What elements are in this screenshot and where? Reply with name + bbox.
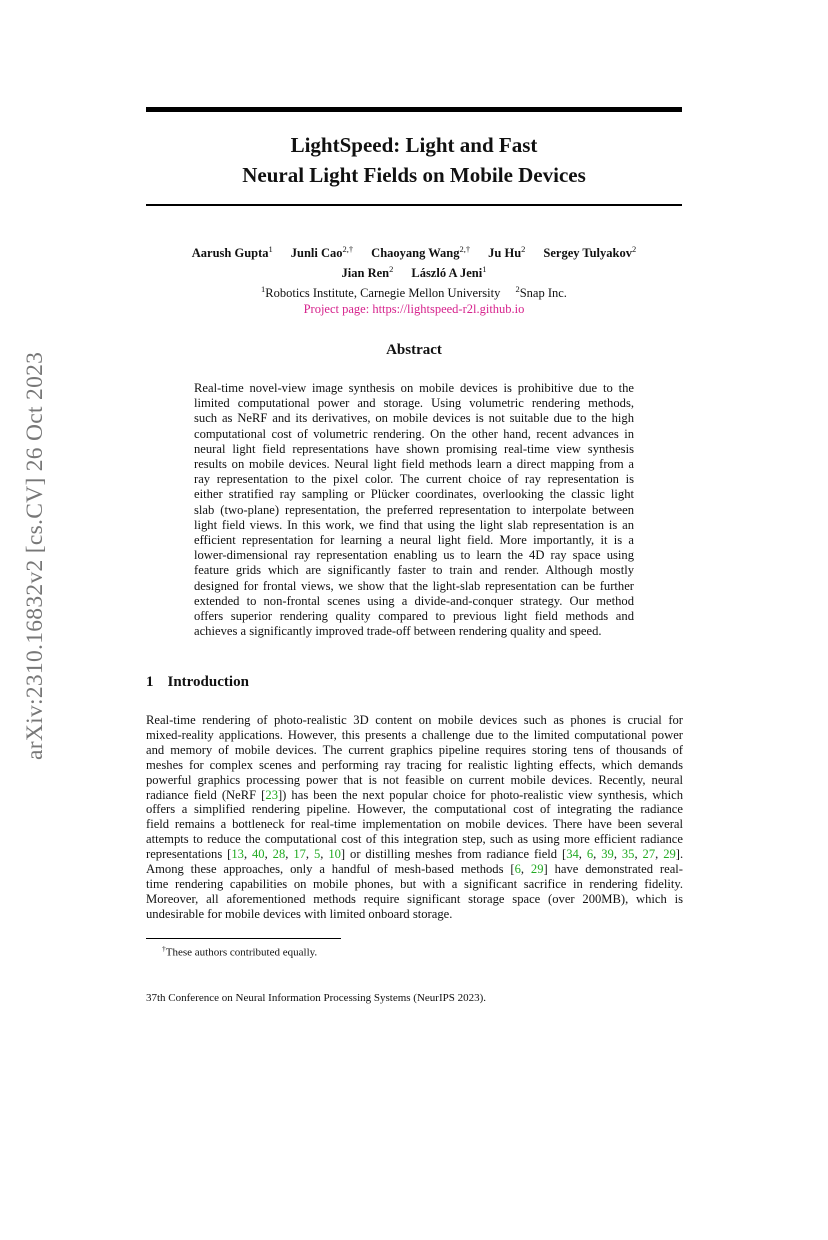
intro-line	[146, 817, 683, 832]
intro-text: ].	[675, 847, 684, 862]
author-affiliation-marker: 1	[482, 264, 487, 275]
abstract-line: Real-time novel-view image synthesis on mobile devices is prohibitive due to the	[194, 381, 634, 395]
affiliation-1	[261, 286, 500, 300]
citation-link[interactable]: 13	[231, 847, 244, 862]
author-name-text: Jian Ren	[341, 266, 390, 281]
intro-text: ,	[593, 847, 602, 862]
intro-text: powerful graphics processing power that is not feasible on current mobile devices. Recently, neural	[146, 772, 683, 787]
affiliations-row	[146, 281, 682, 301]
author-affiliation-marker: 2,†	[342, 244, 354, 254]
authors-row-1	[146, 241, 682, 261]
intro-text: ,	[320, 847, 329, 862]
intro-text: and memory of mobile devices. The current graphics pipeline requires storing tens of thousands of	[146, 742, 683, 757]
title-top-rule	[146, 107, 682, 112]
affiliation-2-text: Snap Inc.	[519, 286, 567, 301]
intro-text: ] or distilling meshes from radiance field [	[340, 847, 567, 862]
abstract-heading: Abstract	[386, 342, 442, 358]
author-name	[192, 246, 273, 260]
intro-text: ,	[264, 847, 273, 862]
author-name	[291, 246, 353, 260]
affiliation-2	[515, 286, 566, 300]
author-name-text: Sergey Tulyakov	[543, 246, 632, 261]
citation-link[interactable]: 29	[663, 847, 676, 862]
intro-line	[146, 877, 683, 892]
citation-link[interactable]: 23	[265, 787, 278, 802]
author-affiliation-marker: 2,†	[459, 244, 471, 254]
intro-text: field remains a bottleneck for real-time implementation on mobile devices. There have been several	[146, 817, 683, 832]
intro-line	[146, 713, 683, 728]
abstract-line: lower-dimensional ray representation enabling us to learn the 4D ray space using	[194, 548, 634, 563]
intro-line	[146, 773, 683, 788]
citation-link[interactable]: 10	[328, 847, 341, 862]
footnote-text: These authors contributed equally.	[165, 946, 318, 959]
author-name	[543, 246, 636, 260]
affiliation-2-marker: 2	[515, 284, 520, 295]
author-name	[411, 266, 486, 280]
intro-text: attempts to reduce the computational cost of this integration step, such as using more efficient radiance	[146, 832, 683, 847]
title-line-1: LightSpeed: Light and Fast	[290, 133, 538, 157]
citation-link[interactable]: 34	[566, 847, 579, 862]
footnote	[162, 944, 317, 959]
citation-link[interactable]: 29	[530, 862, 544, 877]
intro-line	[146, 832, 683, 847]
citation-link[interactable]: 28	[272, 847, 286, 862]
footnote-marker: †	[162, 944, 166, 953]
intro-text: ] have demonstrated real-	[543, 862, 684, 877]
abstract-line: results on mobile devices. Neural light field methods learn a direct mapping from a	[194, 457, 634, 472]
intro-line	[146, 907, 683, 922]
intro-line	[146, 743, 683, 758]
author-block	[146, 241, 682, 317]
abstract-line: designed for frontal views, we show that the light-slab representation can be further	[194, 578, 634, 593]
citation-link[interactable]: 27	[642, 847, 656, 862]
author-name-text: Aarush Gupta	[191, 246, 269, 261]
intro-text: Moreover, all aforementioned methods require significant storage space (over 200MB), which is	[146, 891, 683, 906]
author-name-text: Ju Hu	[488, 246, 522, 261]
author-affiliation-marker: 1	[268, 244, 273, 254]
author-affiliation-marker: 2	[521, 244, 526, 254]
citation-link[interactable]: 40	[252, 847, 265, 862]
author-name-text: Junli Cao	[290, 246, 343, 261]
title-line-2: Neural Light Fields on Mobile Devices	[242, 163, 586, 187]
abstract-line: efficient representation for learning a neural light field. More importantly, it is a	[194, 533, 634, 548]
citation-link[interactable]: 6	[514, 862, 521, 877]
intro-line	[146, 847, 683, 862]
abstract-line: neural light field representations have shown promising real-time view synthesis	[194, 441, 634, 456]
abstract-line: ray representation to the pixel color. The current choice of ray representation is	[194, 472, 634, 487]
author-affiliation-marker: 2	[389, 264, 394, 275]
section-heading-introduction	[146, 674, 249, 691]
citation-link[interactable]: 6	[586, 847, 594, 862]
arxiv-identifier-text: arXiv:2310.16832v2 [cs.CV] 26 Oct 2023	[22, 351, 48, 760]
intro-text: ,	[305, 847, 314, 862]
abstract-line: feature grids which are significantly faster to train and render. Although mostly	[194, 563, 634, 578]
author-name	[342, 266, 394, 280]
author-name-text: Chaoyang Wang	[371, 246, 460, 261]
title-bottom-rule	[146, 204, 682, 206]
abstract-line: such as NeRF and its derivatives, on mobile devices is not suitable due to the high	[194, 411, 634, 426]
intro-text: ,	[243, 847, 252, 862]
author-name-text: László A Jeni	[411, 266, 483, 281]
intro-text: radiance field (NeRF [	[146, 787, 266, 802]
intro-line	[146, 758, 683, 773]
intro-text: ,	[285, 847, 294, 862]
abstract-line: light field views. In this work, we find that using the light slab representation is an	[194, 517, 634, 532]
intro-text: Among these approaches, only a handful of mesh-based methods [	[146, 862, 515, 877]
author-name	[371, 246, 470, 260]
conference-note: 37th Conference on Neural Information Processing Systems (NeurIPS 2023).	[146, 992, 487, 1004]
intro-text: ,	[520, 862, 531, 877]
citation-link[interactable]: 5	[313, 847, 321, 862]
section-number: 1	[146, 674, 154, 690]
affiliation-1-text: Robotics Institute, Carnegie Mellon University	[265, 286, 501, 301]
abstract-line: computational cost of volumetric rendering. On the other hand, recent advances in	[194, 426, 634, 441]
project-page-link[interactable]: Project page: https://lightspeed-r2l.github.io	[303, 302, 525, 317]
author-affiliation-marker: 2	[631, 244, 637, 254]
intro-line	[146, 802, 683, 817]
intro-text: ,	[578, 847, 587, 862]
introduction-body	[146, 713, 683, 922]
intro-text: representations [	[146, 847, 232, 862]
intro-text: mixed-reality applications. However, this presents a challenge due to the limited computational power	[146, 727, 683, 742]
intro-text: time rendering capabilities on mobile phones, but with a significant sacrifice in rendering fidelity.	[146, 876, 683, 891]
affiliation-1-marker: 1	[261, 284, 266, 295]
abstract-line: limited computational power and storage. Using volumetric rendering methods,	[194, 396, 634, 411]
intro-line	[146, 892, 683, 907]
intro-text: Real-time rendering of photo-realistic 3D content on mobile devices such as phones is crucial for	[146, 713, 683, 727]
intro-text: ,	[613, 847, 622, 862]
intro-text: meshes for complex scenes and performing ray tracing for realistic lighting effects, which demands	[146, 757, 683, 772]
abstract-line: extended to non-frontal scenes using a divide-and-conquer strategy. Our method	[194, 593, 634, 608]
abstract-body	[194, 381, 634, 639]
intro-text: ,	[634, 847, 643, 862]
citation-link[interactable]: 39	[601, 847, 614, 862]
intro-line	[146, 728, 683, 743]
intro-text: offers a simplified rendering pipeline. However, the computational cost of integrating the radiance	[146, 802, 683, 817]
abstract-line: slab (two-plane) representation, the preferred representation to interpolate between	[194, 502, 634, 517]
intro-line	[146, 862, 683, 877]
intro-text: ]) has been the next popular choice for photo-realistic view synthesis, which	[277, 787, 683, 802]
footnote-rule	[146, 938, 341, 939]
intro-line	[146, 788, 683, 803]
author-name	[488, 246, 525, 260]
section-title: Introduction	[167, 674, 249, 690]
abstract-line: achieves a significantly improved trade-off between rendering quality and speed.	[194, 624, 602, 639]
abstract-line: either stratified ray sampling or Plücker coordinates, overlooking the classic light	[194, 487, 634, 502]
arxiv-identifier-sidebar	[22, 351, 52, 1240]
intro-text: ,	[655, 847, 664, 862]
citation-link[interactable]: 17	[293, 847, 306, 862]
intro-text: undesirable for mobile devices with limited onboard storage.	[146, 906, 453, 921]
paper-title	[146, 130, 682, 190]
authors-row-2	[146, 261, 682, 281]
citation-link[interactable]: 35	[621, 847, 635, 862]
abstract-line: offers superior rendering quality compared to previous light field methods and	[194, 609, 634, 624]
